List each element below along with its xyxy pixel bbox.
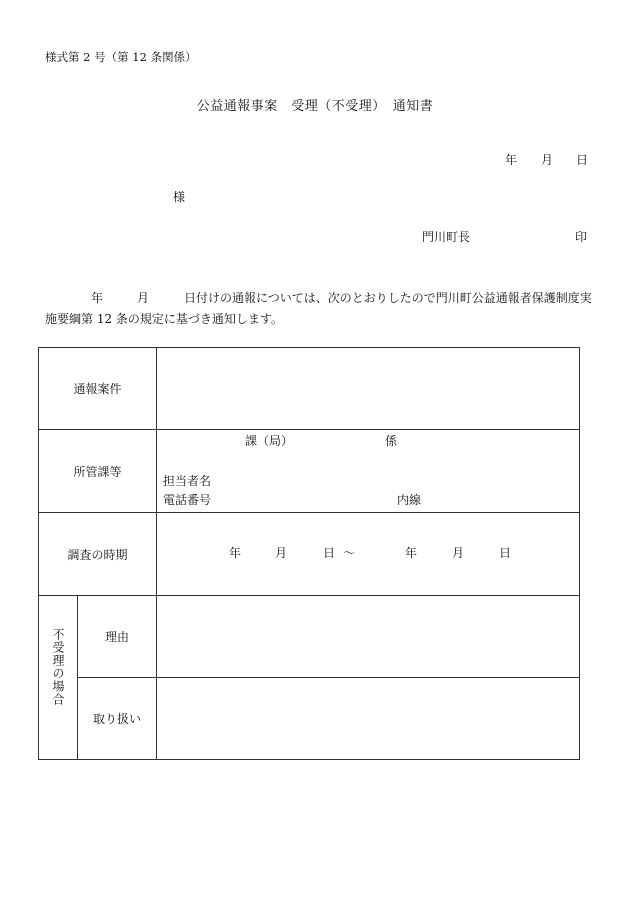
reason-label: 理由: [78, 596, 157, 678]
seal-mark: 印: [575, 230, 588, 244]
body-text-line1: 日付けの通報については、次のとおりしたので門川町公益通報者保護制度実: [184, 291, 592, 305]
department-label: 所管課等: [39, 430, 157, 513]
document-title: 公益通報事案 受理（不受理） 通知書: [196, 99, 434, 114]
to-year: 年: [405, 546, 418, 560]
section-label: 課（局）: [245, 434, 294, 448]
row-reason: [39, 596, 580, 678]
to-month: 月: [452, 546, 465, 560]
case-label: 通報案件: [39, 348, 157, 430]
reason-value: [157, 596, 580, 678]
department-value: [157, 430, 580, 513]
row-investigation: [39, 513, 580, 596]
body-year: 年: [91, 291, 104, 305]
investigation-value: [157, 513, 580, 596]
rejection-label-cell: [39, 596, 78, 760]
notice-table: [38, 347, 580, 760]
rejection-label: 不受理の場合: [51, 628, 65, 706]
extension-label: 内線: [397, 493, 422, 507]
case-value: [157, 348, 580, 430]
handling-label: 取り扱い: [78, 678, 157, 760]
from-month: 月: [275, 546, 288, 560]
issue-date-year: 年: [505, 153, 518, 167]
range-tilde: ～: [343, 546, 356, 560]
issue-date-day: 日: [576, 153, 589, 167]
phone-label: 電話番号: [163, 493, 212, 507]
row-case: [39, 348, 580, 430]
from-year: 年: [229, 546, 242, 560]
addressee-suffix: 様: [173, 190, 186, 204]
body-month: 月: [137, 291, 150, 305]
person-in-charge-label: 担当者名: [163, 474, 212, 488]
investigation-label: 調査の時期: [39, 513, 157, 596]
handling-value: [157, 678, 580, 760]
form-number: 様式第 2 号（第 12 条関係）: [45, 50, 197, 64]
issuer-name: 門川町長: [422, 230, 471, 244]
to-day: 日: [499, 546, 512, 560]
unit-label: 係: [385, 434, 398, 448]
row-department: [39, 430, 580, 513]
row-handling: [39, 678, 580, 760]
body-text-line2: 施要綱第 12 条の規定に基づき通知します。: [45, 312, 283, 326]
from-day: 日: [323, 546, 336, 560]
issue-date-month: 月: [541, 153, 554, 167]
